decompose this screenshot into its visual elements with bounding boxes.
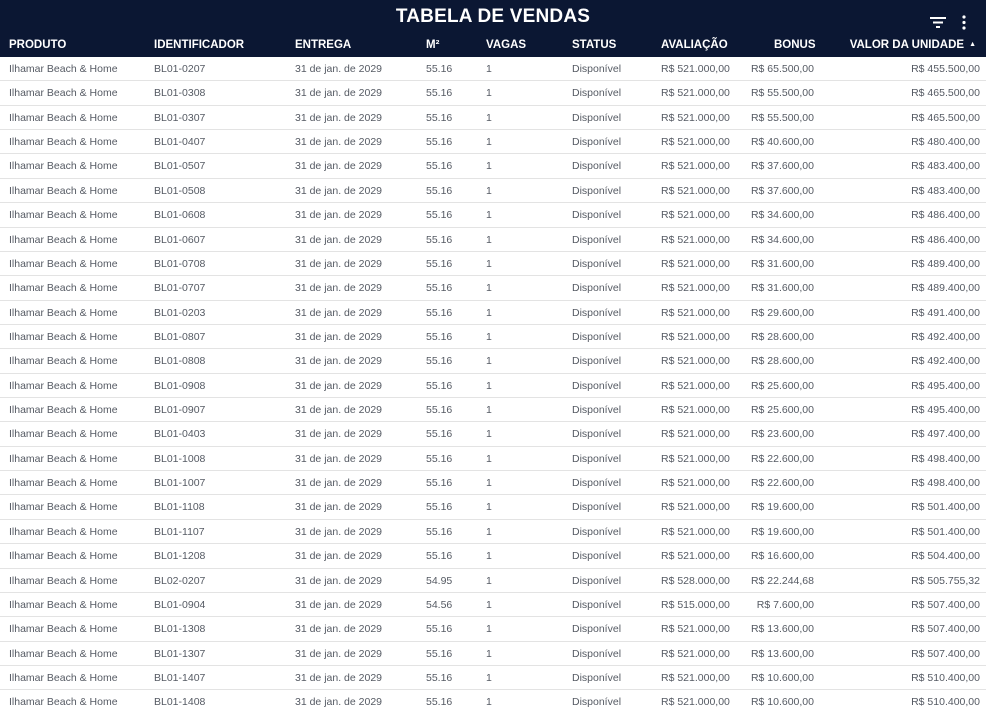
cell-valor-da-unidade: R$ 495.400,00 [911,379,980,392]
cell-valor-da-unidade: R$ 505.755,32 [911,574,980,587]
cell-entrega: 31 de jan. de 2029 [295,330,382,343]
cell-vagas: 1 [486,306,492,319]
cell-produto: Ilhamar Beach & Home [9,623,118,636]
cell-avaliacao: R$ 521.000,00 [661,428,730,441]
cell-produto: Ilhamar Beach & Home [9,111,118,124]
cell-identificador: BL02-0207 [154,574,206,587]
cell-status: Disponível [572,87,622,100]
cell-vagas: 1 [486,501,492,514]
cell-m2: 54.95 [426,574,453,587]
cell-identificador: BL01-1108 [154,501,205,514]
column-header-valor-da-unidade[interactable] [850,39,976,51]
cell-valor-da-unidade: R$ 480.400,00 [911,136,980,149]
scroll-area-edge [986,0,1000,711]
column-header-identificador[interactable]: IDENTIFICADOR [154,39,245,51]
cell-identificador: BL01-1008 [154,452,206,465]
cell-vagas: 1 [486,671,492,684]
cell-vagas: 1 [486,452,492,465]
table-row[interactable] [0,301,986,325]
cell-status: Disponível [572,696,622,709]
cell-produto: Ilhamar Beach & Home [9,282,118,295]
cell-identificador: BL01-1308 [154,623,206,636]
cell-entrega: 31 de jan. de 2029 [295,233,382,246]
cell-m2: 55.16 [426,136,453,149]
table-row[interactable] [0,154,986,178]
more-vertical-icon[interactable] [956,13,972,31]
cell-bonus: R$ 25.600,00 [750,404,814,417]
cell-m2: 55.16 [426,160,453,173]
cell-m2: 55.16 [426,184,453,197]
column-header-avaliacao[interactable]: AVALIAÇÃO [661,39,728,51]
cell-entrega: 31 de jan. de 2029 [295,160,382,173]
cell-valor-da-unidade: R$ 510.400,00 [911,696,980,709]
table-row[interactable] [0,642,986,666]
cell-bonus: R$ 65.500,00 [750,63,814,75]
cell-bonus: R$ 22.244,68 [750,574,814,587]
cell-produto: Ilhamar Beach & Home [9,550,118,563]
cell-bonus: R$ 37.600,00 [750,160,814,173]
cell-vagas: 1 [486,574,492,587]
cell-m2: 55.16 [426,379,453,392]
cell-identificador: BL01-0708 [154,257,206,270]
cell-identificador: BL01-0308 [154,87,206,100]
cell-m2: 55.16 [426,257,453,270]
cell-vagas: 1 [486,477,492,490]
table-row[interactable] [0,569,986,593]
cell-vagas: 1 [486,598,492,611]
cell-m2: 54.56 [426,598,453,611]
table-row[interactable] [0,520,986,544]
table-row[interactable] [0,325,986,349]
cell-bonus: R$ 25.600,00 [750,379,814,392]
cell-identificador: BL01-0403 [154,428,206,441]
cell-avaliacao: R$ 521.000,00 [661,696,730,709]
cell-status: Disponível [572,428,622,441]
cell-produto: Ilhamar Beach & Home [9,477,118,490]
cell-avaliacao: R$ 521.000,00 [661,525,730,538]
table-row[interactable] [0,106,986,130]
cell-entrega: 31 de jan. de 2029 [295,87,382,100]
cell-avaliacao: R$ 521.000,00 [661,404,730,417]
cell-valor-da-unidade: R$ 491.400,00 [911,306,980,319]
cell-produto: Ilhamar Beach & Home [9,355,118,368]
cell-valor-da-unidade: R$ 498.400,00 [911,452,980,465]
cell-valor-da-unidade: R$ 501.400,00 [911,501,980,514]
cell-avaliacao: R$ 521.000,00 [661,355,730,368]
cell-status: Disponível [572,306,622,319]
cell-produto: Ilhamar Beach & Home [9,696,118,709]
cell-status: Disponível [572,550,622,563]
column-header-produto[interactable]: PRODUTO [9,39,67,51]
cell-vagas: 1 [486,282,492,295]
cell-m2: 55.16 [426,111,453,124]
cell-valor-da-unidade: R$ 507.400,00 [911,623,980,636]
cell-avaliacao: R$ 521.000,00 [661,306,730,319]
cell-produto: Ilhamar Beach & Home [9,647,118,660]
cell-avaliacao: R$ 521.000,00 [661,184,730,197]
cell-identificador: BL01-0707 [154,282,206,295]
cell-vagas: 1 [486,136,492,149]
cell-entrega: 31 de jan. de 2029 [295,111,382,124]
table-row[interactable] [0,495,986,519]
cell-entrega: 31 de jan. de 2029 [295,598,382,611]
cell-status: Disponível [572,136,622,149]
cell-produto: Ilhamar Beach & Home [9,598,118,611]
cell-avaliacao: R$ 528.000,00 [661,574,730,587]
cell-bonus: R$ 16.600,00 [750,550,814,563]
cell-vagas: 1 [486,623,492,636]
cell-identificador: BL01-0907 [154,404,206,417]
cell-produto: Ilhamar Beach & Home [9,452,118,465]
cell-identificador: BL01-1208 [154,550,206,563]
cell-status: Disponível [572,63,622,75]
cell-identificador: BL01-1007 [154,477,206,490]
cell-entrega: 31 de jan. de 2029 [295,404,382,417]
cell-status: Disponível [572,525,622,538]
cell-avaliacao: R$ 521.000,00 [661,233,730,246]
cell-identificador: BL01-0807 [154,330,206,343]
cell-status: Disponível [572,184,622,197]
cell-avaliacao: R$ 521.000,00 [661,550,730,563]
cell-entrega: 31 de jan. de 2029 [295,355,382,368]
cell-bonus: R$ 13.600,00 [750,623,814,636]
table-row[interactable] [0,203,986,227]
cell-produto: Ilhamar Beach & Home [9,404,118,417]
cell-avaliacao: R$ 521.000,00 [661,209,730,222]
table-title: TABELA DE VENDAS [395,6,591,27]
cell-produto: Ilhamar Beach & Home [9,330,118,343]
cell-bonus: R$ 29.600,00 [750,306,814,319]
cell-entrega: 31 de jan. de 2029 [295,671,382,684]
cell-avaliacao: R$ 521.000,00 [661,501,730,514]
cell-valor-da-unidade: R$ 495.400,00 [911,404,980,417]
cell-m2: 55.16 [426,696,453,709]
cell-entrega: 31 de jan. de 2029 [295,282,382,295]
cell-m2: 55.16 [426,404,453,417]
cell-identificador: BL01-0207 [154,63,206,75]
cell-entrega: 31 de jan. de 2029 [295,696,382,709]
table-row[interactable] [0,666,986,690]
cell-entrega: 31 de jan. de 2029 [295,209,382,222]
cell-identificador: BL01-0508 [154,184,206,197]
cell-produto: Ilhamar Beach & Home [9,257,118,270]
cell-bonus: R$ 31.600,00 [750,257,814,270]
cell-entrega: 31 de jan. de 2029 [295,428,382,441]
cell-vagas: 1 [486,233,492,246]
table-row[interactable] [0,447,986,471]
cell-entrega: 31 de jan. de 2029 [295,379,382,392]
cell-entrega: 31 de jan. de 2029 [295,184,382,197]
cell-m2: 55.16 [426,501,453,514]
cell-bonus: R$ 22.600,00 [750,477,814,490]
cell-bonus: R$ 23.600,00 [750,428,814,441]
cell-status: Disponível [572,647,622,660]
cell-produto: Ilhamar Beach & Home [9,87,118,100]
table-row[interactable] [0,617,986,641]
cell-avaliacao: R$ 521.000,00 [661,477,730,490]
cell-vagas: 1 [486,428,492,441]
cell-valor-da-unidade: R$ 510.400,00 [911,671,980,684]
cell-avaliacao: R$ 521.000,00 [661,282,730,295]
cell-avaliacao: R$ 521.000,00 [661,111,730,124]
column-header-status[interactable]: STATUS [572,39,617,51]
cell-entrega: 31 de jan. de 2029 [295,623,382,636]
cell-entrega: 31 de jan. de 2029 [295,647,382,660]
cell-vagas: 1 [486,87,492,100]
sort-ascending-icon: ▲ [969,41,976,48]
table-row[interactable] [0,471,986,495]
cell-vagas: 1 [486,257,492,270]
cell-entrega: 31 de jan. de 2029 [295,574,382,587]
cell-m2: 55.16 [426,623,453,636]
table-row[interactable] [0,398,986,422]
filter-icon[interactable] [928,14,948,30]
cell-identificador: BL01-0808 [154,355,206,368]
cell-bonus: R$ 28.600,00 [750,355,814,368]
cell-m2: 55.16 [426,355,453,368]
cell-status: Disponível [572,671,622,684]
cell-produto: Ilhamar Beach & Home [9,136,118,149]
cell-vagas: 1 [486,647,492,660]
cell-valor-da-unidade: R$ 483.400,00 [911,160,980,173]
cell-bonus: R$ 13.600,00 [750,647,814,660]
cell-avaliacao: R$ 521.000,00 [661,136,730,149]
cell-valor-da-unidade: R$ 486.400,00 [911,233,980,246]
cell-produto: Ilhamar Beach & Home [9,184,118,197]
cell-vagas: 1 [486,696,492,709]
cell-entrega: 31 de jan. de 2029 [295,477,382,490]
cell-status: Disponível [572,282,622,295]
cell-status: Disponível [572,209,622,222]
cell-status: Disponível [572,623,622,636]
cell-m2: 55.16 [426,671,453,684]
cell-valor-da-unidade: R$ 486.400,00 [911,209,980,222]
cell-avaliacao: R$ 521.000,00 [661,257,730,270]
cell-bonus: R$ 34.600,00 [750,209,814,222]
cell-vagas: 1 [486,111,492,124]
cell-m2: 55.16 [426,477,453,490]
cell-entrega: 31 de jan. de 2029 [295,501,382,514]
cell-bonus: R$ 37.600,00 [750,184,814,197]
cell-m2: 55.16 [426,550,453,563]
table-row[interactable] [0,690,986,711]
table-row[interactable] [0,252,986,276]
cell-vagas: 1 [486,184,492,197]
cell-m2: 55.16 [426,233,453,246]
table-row[interactable] [0,422,986,446]
cell-m2: 55.16 [426,306,453,319]
cell-status: Disponível [572,330,622,343]
cell-entrega: 31 de jan. de 2029 [295,550,382,563]
cell-status: Disponível [572,452,622,465]
cell-m2: 55.16 [426,63,453,75]
cell-status: Disponível [572,501,622,514]
cell-valor-da-unidade: R$ 492.400,00 [911,355,980,368]
cell-status: Disponível [572,160,622,173]
cell-valor-da-unidade: R$ 465.500,00 [911,111,980,124]
column-header-m2[interactable]: M² [426,39,440,51]
cell-m2: 55.16 [426,452,453,465]
cell-valor-da-unidade: R$ 497.400,00 [911,428,980,441]
cell-entrega: 31 de jan. de 2029 [295,136,382,149]
cell-m2: 55.16 [426,87,453,100]
table-row[interactable] [0,81,986,105]
cell-avaliacao: R$ 521.000,00 [661,160,730,173]
cell-produto: Ilhamar Beach & Home [9,209,118,222]
cell-produto: Ilhamar Beach & Home [9,574,118,587]
cell-avaliacao: R$ 521.000,00 [661,452,730,465]
table-row[interactable] [0,179,986,203]
cell-m2: 55.16 [426,282,453,295]
cell-bonus: R$ 19.600,00 [750,501,814,514]
cell-m2: 55.16 [426,525,453,538]
cell-bonus: R$ 34.600,00 [750,233,814,246]
cell-valor-da-unidade: R$ 507.400,00 [911,598,980,611]
cell-vagas: 1 [486,63,492,75]
cell-status: Disponível [572,598,622,611]
cell-bonus: R$ 22.600,00 [750,452,814,465]
cell-valor-da-unidade: R$ 483.400,00 [911,184,980,197]
cell-avaliacao: R$ 521.000,00 [661,647,730,660]
cell-avaliacao: R$ 521.000,00 [661,379,730,392]
cell-valor-da-unidade: R$ 498.400,00 [911,477,980,490]
column-header-entrega[interactable]: ENTREGA [295,39,352,51]
cell-valor-da-unidade: R$ 489.400,00 [911,282,980,295]
cell-status: Disponível [572,574,622,587]
table-row[interactable] [0,276,986,300]
cell-avaliacao: R$ 521.000,00 [661,623,730,636]
table-header [0,0,986,57]
table-body [0,57,986,711]
table-row[interactable] [0,228,986,252]
cell-valor-da-unidade: R$ 455.500,00 [911,63,980,75]
cell-status: Disponível [572,111,622,124]
column-header-vagas[interactable]: VAGAS [486,39,527,51]
cell-bonus: R$ 10.600,00 [750,696,814,709]
cell-bonus: R$ 10.600,00 [750,671,814,684]
cell-status: Disponível [572,379,622,392]
cell-avaliacao: R$ 515.000,00 [661,598,730,611]
table-row[interactable] [0,544,986,568]
cell-bonus: R$ 28.600,00 [750,330,814,343]
table-row[interactable] [0,374,986,398]
cell-vagas: 1 [486,160,492,173]
cell-avaliacao: R$ 521.000,00 [661,671,730,684]
cell-vagas: 1 [486,355,492,368]
cell-m2: 55.16 [426,428,453,441]
cell-identificador: BL01-0908 [154,379,206,392]
cell-identificador: BL01-0203 [154,306,206,319]
cell-entrega: 31 de jan. de 2029 [295,63,382,75]
cell-status: Disponível [572,477,622,490]
cell-produto: Ilhamar Beach & Home [9,501,118,514]
table-row[interactable] [0,130,986,154]
column-header-valor-label: VALOR DA UNIDADE [849,39,965,51]
cell-identificador: BL01-1307 [154,647,206,660]
cell-avaliacao: R$ 521.000,00 [661,63,730,75]
cell-bonus: R$ 40.600,00 [750,136,814,149]
table-row[interactable] [0,349,986,373]
cell-m2: 55.16 [426,209,453,222]
cell-produto: Ilhamar Beach & Home [9,379,118,392]
cell-vagas: 1 [486,404,492,417]
table-row[interactable] [0,57,986,81]
cell-m2: 55.16 [426,647,453,660]
cell-bonus: R$ 31.600,00 [750,282,814,295]
cell-produto: Ilhamar Beach & Home [9,233,118,246]
cell-identificador: BL01-1408 [154,696,206,709]
cell-produto: Ilhamar Beach & Home [9,525,118,538]
table-row[interactable] [0,593,986,617]
column-header-bonus[interactable]: BONUS [774,39,816,51]
cell-status: Disponível [572,404,622,417]
cell-avaliacao: R$ 521.000,00 [661,87,730,100]
cell-identificador: BL01-0904 [154,598,206,611]
cell-bonus: R$ 19.600,00 [750,525,814,538]
cell-produto: Ilhamar Beach & Home [9,160,118,173]
cell-status: Disponível [572,233,622,246]
cell-identificador: BL01-0507 [154,160,206,173]
cell-entrega: 31 de jan. de 2029 [295,525,382,538]
cell-vagas: 1 [486,330,492,343]
cell-identificador: BL01-0407 [154,136,206,149]
cell-bonus: R$ 55.500,00 [750,111,814,124]
cell-status: Disponível [572,355,622,368]
cell-valor-da-unidade: R$ 492.400,00 [911,330,980,343]
cell-produto: Ilhamar Beach & Home [9,306,118,319]
cell-avaliacao: R$ 521.000,00 [661,330,730,343]
cell-identificador: BL01-0307 [154,111,206,124]
cell-entrega: 31 de jan. de 2029 [295,452,382,465]
cell-vagas: 1 [486,209,492,222]
cell-valor-da-unidade: R$ 504.400,00 [911,550,980,563]
cell-status: Disponível [572,257,622,270]
cell-produto: Ilhamar Beach & Home [9,428,118,441]
cell-bonus: R$ 7.600,00 [756,598,814,611]
cell-m2: 55.16 [426,330,453,343]
cell-valor-da-unidade: R$ 465.500,00 [911,87,980,100]
cell-entrega: 31 de jan. de 2029 [295,257,382,270]
cell-bonus: R$ 55.500,00 [750,87,814,100]
cell-entrega: 31 de jan. de 2029 [295,306,382,319]
cell-vagas: 1 [486,379,492,392]
cell-valor-da-unidade: R$ 507.400,00 [911,647,980,660]
cell-vagas: 1 [486,550,492,563]
cell-identificador: BL01-1407 [154,671,206,684]
cell-vagas: 1 [486,525,492,538]
cell-identificador: BL01-1107 [154,525,205,538]
cell-identificador: BL01-0607 [154,233,206,246]
cell-valor-da-unidade: R$ 501.400,00 [911,525,980,538]
cell-produto: Ilhamar Beach & Home [9,63,118,75]
cell-identificador: BL01-0608 [154,209,206,222]
cell-produto: Ilhamar Beach & Home [9,671,118,684]
cell-valor-da-unidade: R$ 489.400,00 [911,257,980,270]
